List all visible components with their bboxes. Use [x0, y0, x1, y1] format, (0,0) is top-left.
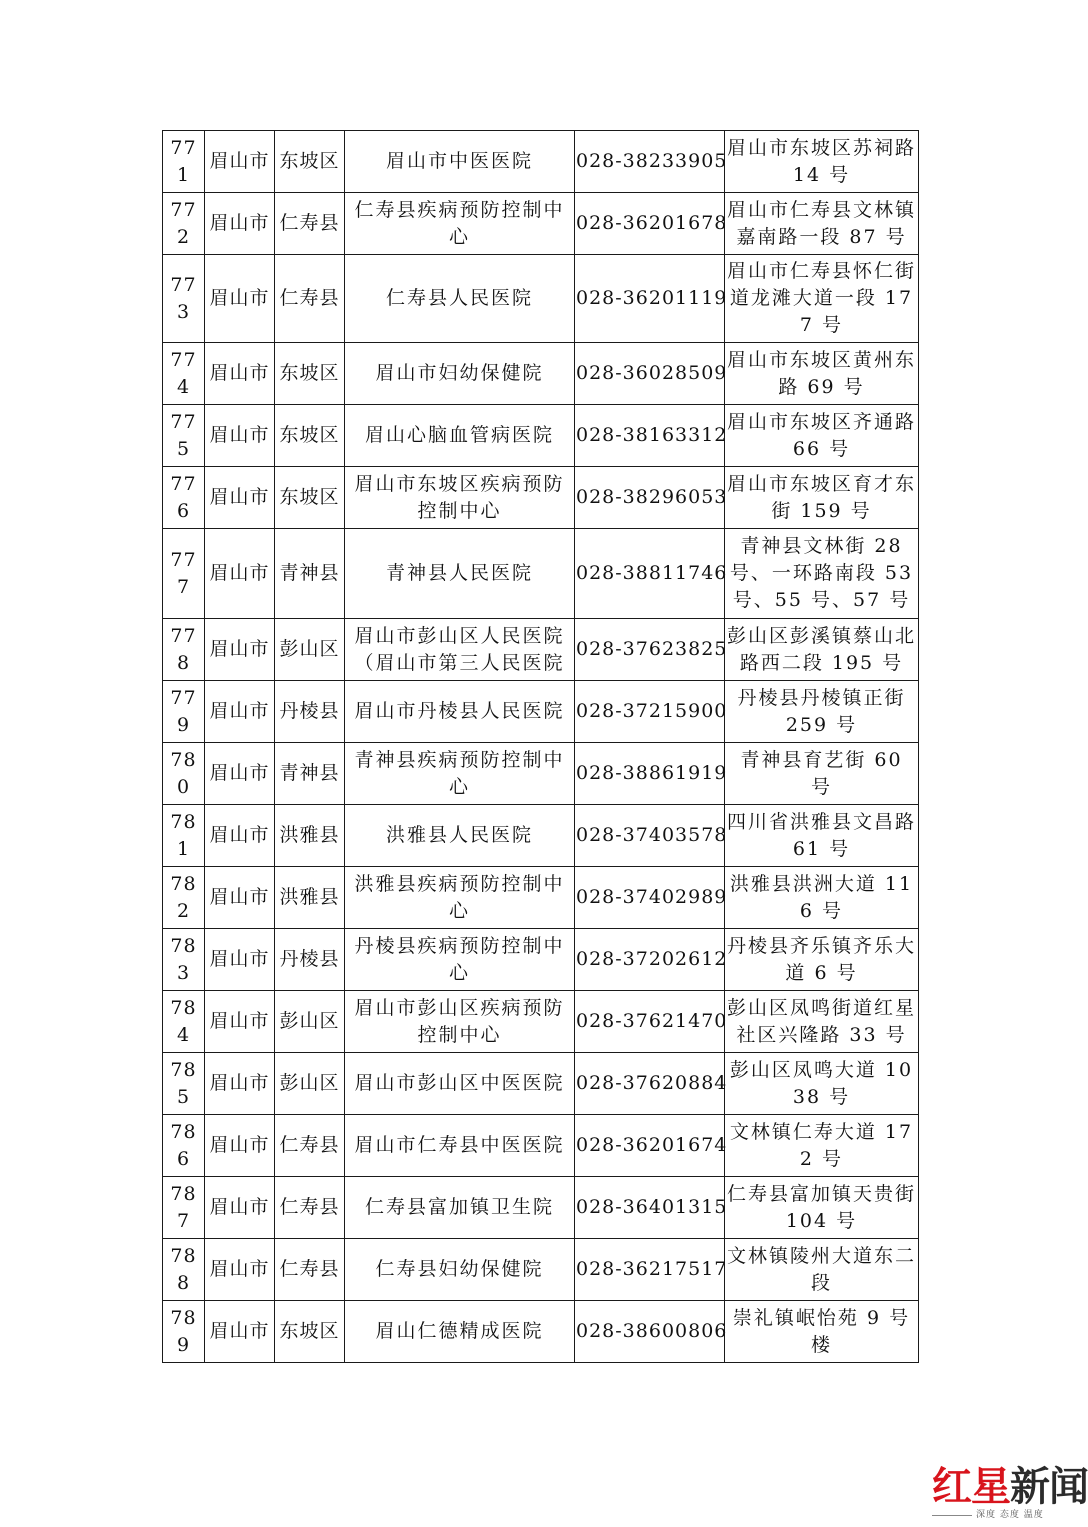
cell-phone: 028-37215900: [575, 681, 725, 743]
table-row: [163, 1301, 919, 1363]
cell-phone: 028-38233905: [575, 131, 725, 193]
table-row: [163, 743, 919, 805]
table-row: [163, 1115, 919, 1177]
cell-district: 彭山区: [275, 619, 345, 681]
cell-institution-name: 仁寿县富加镇卫生院: [345, 1177, 575, 1239]
cell-address: 青神县文林街 28 号、一环路南段 53 号、55 号、57 号: [725, 529, 919, 619]
cell-address: 彭山区彭溪镇蔡山北路西二段 195 号: [725, 619, 919, 681]
hongxing-news-logo: [932, 1463, 1088, 1520]
cell-city: 眉山市: [205, 681, 275, 743]
cell-address: 眉山市东坡区黄州东路 69 号: [725, 343, 919, 405]
cell-city: 眉山市: [205, 255, 275, 343]
logo-text: [932, 1464, 1088, 1510]
cell-city: 眉山市: [205, 1177, 275, 1239]
cell-number: 775: [163, 405, 205, 467]
table-row: [163, 343, 919, 405]
table-row: [163, 193, 919, 255]
cell-institution-name: 眉山市彭山区疾病预防控制中心: [345, 991, 575, 1053]
cell-district: 彭山区: [275, 1053, 345, 1115]
cell-institution-name: 仁寿县人民医院: [345, 255, 575, 343]
cell-district: 青神县: [275, 743, 345, 805]
cell-city: 眉山市: [205, 1115, 275, 1177]
table-row: [163, 529, 919, 619]
cell-phone: 028-36201674: [575, 1115, 725, 1177]
cell-phone: 028-36201119: [575, 255, 725, 343]
cell-address: 崇礼镇岷怡苑 9 号楼: [725, 1301, 919, 1363]
cell-district: 东坡区: [275, 1301, 345, 1363]
cell-institution-name: 洪雅县疾病预防控制中心: [345, 867, 575, 929]
cell-city: 眉山市: [205, 743, 275, 805]
table-row: [163, 131, 919, 193]
table-row: [163, 1239, 919, 1301]
cell-district: 东坡区: [275, 405, 345, 467]
cell-institution-name: 洪雅县人民医院: [345, 805, 575, 867]
cell-phone: 028-36028509: [575, 343, 725, 405]
cell-phone: 028-36401315: [575, 1177, 725, 1239]
table-row: [163, 929, 919, 991]
table-row: [163, 619, 919, 681]
cell-phone: 028-37202612: [575, 929, 725, 991]
cell-number: 773: [163, 255, 205, 343]
cell-city: 眉山市: [205, 1053, 275, 1115]
cell-city: 眉山市: [205, 529, 275, 619]
cell-institution-name: 丹棱县疾病预防控制中心: [345, 929, 575, 991]
cell-number: 777: [163, 529, 205, 619]
table-row: [163, 991, 919, 1053]
cell-number: 781: [163, 805, 205, 867]
cell-phone: 028-38861919: [575, 743, 725, 805]
cell-institution-name: 青神县疾病预防控制中心: [345, 743, 575, 805]
cell-institution-name: 眉山市妇幼保健院: [345, 343, 575, 405]
cell-number: 789: [163, 1301, 205, 1363]
cell-district: 仁寿县: [275, 1115, 345, 1177]
cell-phone: 028-38600806: [575, 1301, 725, 1363]
cell-phone: 028-37402989: [575, 867, 725, 929]
cell-address: 洪雅县洪洲大道 116 号: [725, 867, 919, 929]
cell-city: 眉山市: [205, 991, 275, 1053]
cell-institution-name: 眉山市东坡区疾病预防控制中心: [345, 467, 575, 529]
table-row: [163, 1177, 919, 1239]
cell-district: 仁寿县: [275, 1239, 345, 1301]
cell-institution-name: 眉山心脑血管病医院: [345, 405, 575, 467]
table-row: [163, 255, 919, 343]
cell-phone: 028-38163312: [575, 405, 725, 467]
cell-institution-name: 眉山市彭山区人民医院（眉山市第三人民医院: [345, 619, 575, 681]
cell-phone: 028-38296053: [575, 467, 725, 529]
cell-district: 洪雅县: [275, 805, 345, 867]
cell-number: 772: [163, 193, 205, 255]
cell-city: 眉山市: [205, 929, 275, 991]
logo-brand-red: 红星: [932, 1463, 1010, 1510]
cell-phone: 028-37403578: [575, 805, 725, 867]
cell-number: 771: [163, 131, 205, 193]
cell-institution-name: 眉山市丹棱县人民医院: [345, 681, 575, 743]
cell-address: 丹棱县齐乐镇齐乐大道 6 号: [725, 929, 919, 991]
cell-address: 文林镇陵州大道东二段: [725, 1239, 919, 1301]
cell-address: 文林镇仁寿大道 172 号: [725, 1115, 919, 1177]
cell-district: 仁寿县: [275, 193, 345, 255]
table-row: [163, 681, 919, 743]
cell-address: 青神县育艺街 60 号: [725, 743, 919, 805]
logo-slogan: 深度 态度 温度: [976, 1510, 1044, 1520]
cell-phone: 028-37623825: [575, 619, 725, 681]
cell-phone: 028-37620884: [575, 1053, 725, 1115]
cell-district: 仁寿县: [275, 255, 345, 343]
cell-city: 眉山市: [205, 1301, 275, 1363]
cell-address: 眉山市仁寿县怀仁街道龙滩大道一段 177 号: [725, 255, 919, 343]
cell-city: 眉山市: [205, 805, 275, 867]
table-row: [163, 467, 919, 529]
cell-address: 彭山区凤鸣大道 1038 号: [725, 1053, 919, 1115]
hospital-list-table: [162, 130, 919, 1363]
cell-address: 眉山市东坡区苏祠路 14 号: [725, 131, 919, 193]
cell-address: 眉山市东坡区齐通路 66 号: [725, 405, 919, 467]
cell-address: 仁寿县富加镇天贵街 104 号: [725, 1177, 919, 1239]
table-body: [163, 131, 919, 1363]
cell-address: 丹棱县丹棱镇正街 259 号: [725, 681, 919, 743]
cell-district: 丹棱县: [275, 929, 345, 991]
cell-district: 丹棱县: [275, 681, 345, 743]
table-row: [163, 805, 919, 867]
table-row: [163, 867, 919, 929]
cell-city: 眉山市: [205, 193, 275, 255]
cell-phone: 028-36201678: [575, 193, 725, 255]
cell-district: 洪雅县: [275, 867, 345, 929]
logo-brand-dark: 新闻: [1010, 1463, 1088, 1510]
cell-number: 778: [163, 619, 205, 681]
cell-institution-name: 仁寿县疾病预防控制中心: [345, 193, 575, 255]
cell-district: 彭山区: [275, 991, 345, 1053]
cell-institution-name: 眉山市仁寿县中医医院: [345, 1115, 575, 1177]
cell-address: 眉山市仁寿县文林镇嘉南路一段 87 号: [725, 193, 919, 255]
cell-address: 彭山区凤鸣街道红星社区兴隆路 33 号: [725, 991, 919, 1053]
cell-city: 眉山市: [205, 405, 275, 467]
cell-district: 青神县: [275, 529, 345, 619]
table-row: [163, 1053, 919, 1115]
cell-number: 784: [163, 991, 205, 1053]
cell-number: 785: [163, 1053, 205, 1115]
cell-city: 眉山市: [205, 619, 275, 681]
table-row: [163, 405, 919, 467]
cell-institution-name: 仁寿县妇幼保健院: [345, 1239, 575, 1301]
cell-city: 眉山市: [205, 1239, 275, 1301]
cell-district: 东坡区: [275, 131, 345, 193]
cell-institution-name: 青神县人民医院: [345, 529, 575, 619]
cell-institution-name: 眉山仁德精成医院: [345, 1301, 575, 1363]
cell-number: 774: [163, 343, 205, 405]
cell-phone: 028-38811746: [575, 529, 725, 619]
cell-phone: 028-37621470: [575, 991, 725, 1053]
cell-district: 仁寿县: [275, 1177, 345, 1239]
cell-phone: 028-36217517: [575, 1239, 725, 1301]
cell-number: 786: [163, 1115, 205, 1177]
cell-number: 783: [163, 929, 205, 991]
cell-district: 东坡区: [275, 467, 345, 529]
cell-number: 776: [163, 467, 205, 529]
cell-city: 眉山市: [205, 343, 275, 405]
cell-address: 眉山市东坡区育才东街 159 号: [725, 467, 919, 529]
cell-number: 788: [163, 1239, 205, 1301]
cell-city: 眉山市: [205, 467, 275, 529]
cell-district: 东坡区: [275, 343, 345, 405]
cell-number: 782: [163, 867, 205, 929]
cell-city: 眉山市: [205, 867, 275, 929]
cell-number: 780: [163, 743, 205, 805]
cell-number: 779: [163, 681, 205, 743]
logo-rule: [932, 1515, 972, 1516]
cell-institution-name: 眉山市中医医院: [345, 131, 575, 193]
cell-address: 四川省洪雅县文昌路 61 号: [725, 805, 919, 867]
cell-city: 眉山市: [205, 131, 275, 193]
cell-number: 787: [163, 1177, 205, 1239]
cell-institution-name: 眉山市彭山区中医医院: [345, 1053, 575, 1115]
